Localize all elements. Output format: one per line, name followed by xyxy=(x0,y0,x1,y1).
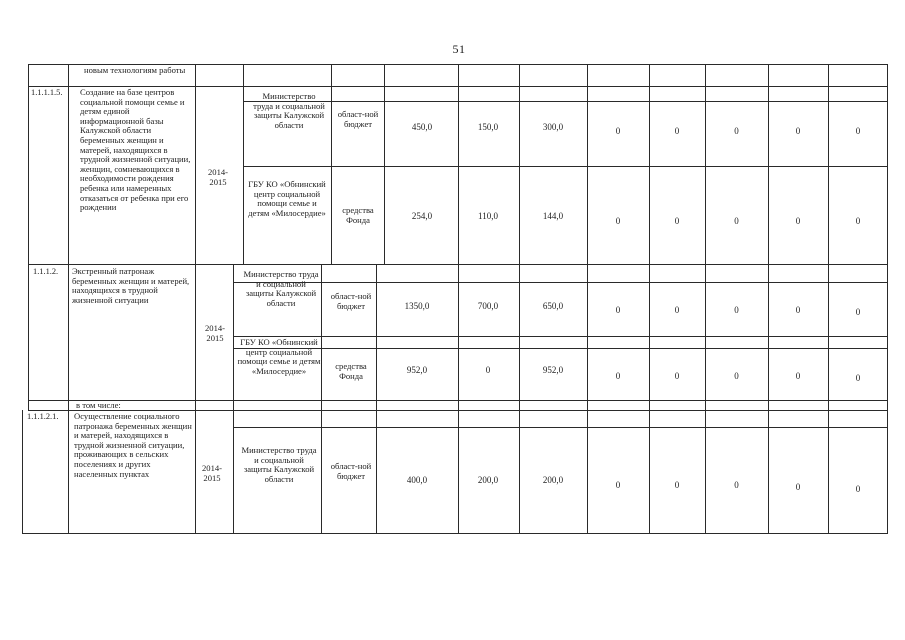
page-number: 51 xyxy=(452,42,466,56)
table-bottom-border xyxy=(22,533,888,534)
value-cell: 0 xyxy=(734,217,739,226)
value-cell: 0 xyxy=(795,127,801,136)
executor-cell: ГБУ КО «Обнинский центр социальной помощи семье и детям «Милосердие» xyxy=(237,338,321,376)
year-2015-cell: 200,0 xyxy=(542,476,564,485)
table-col-line xyxy=(828,64,829,534)
value-cell: 0 xyxy=(855,485,861,494)
table-col-line xyxy=(458,64,459,534)
value-cell: 0 xyxy=(734,306,739,315)
value-cell: 0 xyxy=(795,306,801,315)
table-col-line xyxy=(587,64,588,534)
year-2015-cell: 300,0 xyxy=(542,123,564,132)
value-cell: 0 xyxy=(674,127,680,136)
value-cell: 0 xyxy=(795,483,801,492)
executor-cell: Министерство труда и социальной защиты Калужской области xyxy=(243,270,319,308)
executor-cell: ГБУ КО «Обнинский центр социальной помощи семье и детям «Милосердие» xyxy=(248,180,326,218)
table-col-line xyxy=(768,64,769,534)
table-col-line xyxy=(195,64,196,534)
value-cell: 0 xyxy=(615,127,621,136)
year-2014-cell: 110,0 xyxy=(478,212,498,221)
value-cell: 0 xyxy=(855,308,861,317)
total-cell: 400,0 xyxy=(406,476,428,485)
row-code: 1.1.1.2.1. xyxy=(27,412,59,421)
table-row-line xyxy=(233,282,888,283)
value-cell: 0 xyxy=(615,372,621,381)
table-row-line xyxy=(243,166,888,167)
value-cell: 0 xyxy=(855,127,861,136)
value-cell: 0 xyxy=(615,217,621,226)
funding-source-cell: област-ной бюджет xyxy=(330,462,372,481)
table-row-line xyxy=(233,427,888,428)
value-cell: 0 xyxy=(674,217,680,226)
value-cell: 0 xyxy=(795,217,801,226)
year-2014-cell: 700,0 xyxy=(477,302,499,311)
table-row-line xyxy=(233,336,888,337)
value-cell: 0 xyxy=(734,127,739,136)
year-2015-cell: 952,0 xyxy=(542,366,564,375)
value-cell: 0 xyxy=(855,374,861,383)
table-left-border xyxy=(22,410,23,534)
table-col-line xyxy=(384,64,385,264)
year-2015-cell: 144,0 xyxy=(542,212,564,221)
table-col-line xyxy=(705,64,706,534)
funding-source-cell: средства Фонда xyxy=(342,206,374,225)
row-description: Осуществление социального патронажа беременных женщин и матерей, находящихся в трудной жизненной ситуации, проживающих в сельских поселениях и других населенных пунктах xyxy=(74,412,192,479)
executor-cell: Министерство труда и социальной защиты Калужской области xyxy=(253,92,325,130)
table-col-line xyxy=(68,64,69,534)
value-cell: 0 xyxy=(615,481,621,490)
row-description: Экстренный патронаж беременных женщин и матерей, находящихся в трудной жизненной ситуации xyxy=(72,267,190,305)
value-cell: 0 xyxy=(795,372,801,381)
continuation-text: новым технологиям работы xyxy=(84,66,186,75)
row-description: Создание на базе центров социальной помощи семье и детям единой информационной базы Калужской области беременных женщин и матерей, находящихся в трудной жизненной ситуации, женщин, сомневающихся в необходимости рождения ребенка или намеренных отказаться от ребенка при его рождении xyxy=(80,88,191,213)
funding-source-cell: средства Фонда xyxy=(335,362,367,381)
year-2014-cell: 0 xyxy=(485,366,491,375)
total-cell: 254,0 xyxy=(411,212,433,221)
value-cell: 0 xyxy=(674,372,680,381)
table-left-border xyxy=(28,64,29,410)
table-row-line xyxy=(243,101,888,102)
value-cell: 0 xyxy=(734,372,739,381)
row-period: 2014-2015 xyxy=(201,464,223,483)
value-cell: 0 xyxy=(674,481,680,490)
row-code: 1.1.1.2. xyxy=(33,267,59,276)
table-col-line xyxy=(243,64,244,264)
table-col-line xyxy=(519,64,520,534)
year-2014-cell: 150,0 xyxy=(477,123,499,132)
table-col-line xyxy=(649,64,650,534)
executor-cell: Министерство труда и социальной защиты Калужской области xyxy=(241,446,317,484)
table-col-line xyxy=(233,264,234,534)
year-2015-cell: 650,0 xyxy=(542,302,564,311)
row-period: 2014-2015 xyxy=(207,168,229,187)
funding-source-cell: област-ной бюджет xyxy=(330,292,372,311)
table-col-line xyxy=(376,264,377,534)
in-that-number-label: в том числе: xyxy=(76,401,121,410)
total-cell: 1350,0 xyxy=(404,302,430,311)
table-col-line xyxy=(321,264,322,534)
total-cell: 450,0 xyxy=(411,123,433,132)
table-col-line xyxy=(331,64,332,264)
value-cell: 0 xyxy=(734,481,739,490)
table-right-border xyxy=(887,64,888,534)
row-period: 2014-2015 xyxy=(204,324,226,343)
funding-source-cell: област-ной бюджет xyxy=(337,110,379,129)
total-cell: 952,0 xyxy=(406,366,428,375)
row-code: 1.1.1.1.5. xyxy=(31,88,63,97)
value-cell: 0 xyxy=(674,306,680,315)
year-2014-cell: 200,0 xyxy=(477,476,499,485)
value-cell: 0 xyxy=(855,217,861,226)
value-cell: 0 xyxy=(615,306,621,315)
table-row-line xyxy=(233,348,888,349)
